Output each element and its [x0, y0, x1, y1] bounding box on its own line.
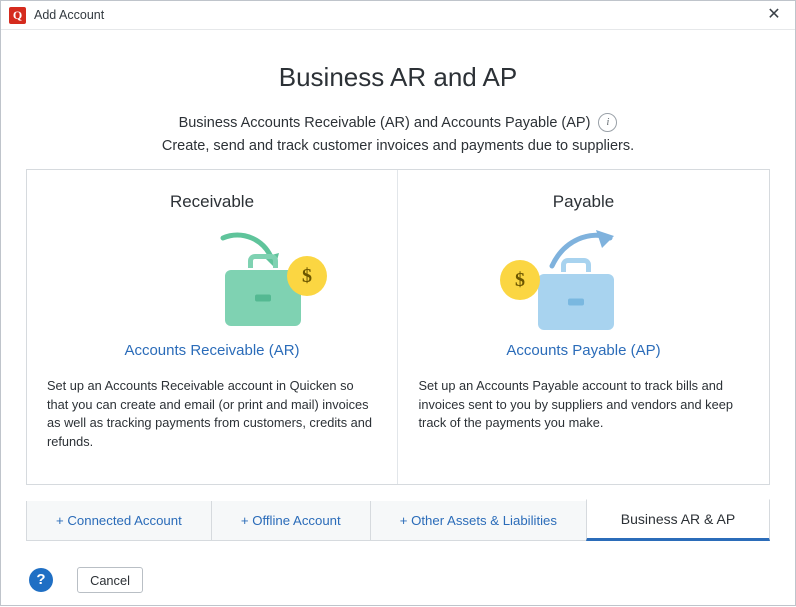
tab-business-ar-ap[interactable]: Business AR & AP — [586, 499, 770, 541]
close-icon[interactable]: ✕ — [767, 5, 781, 23]
subtitle-line-2: Create, send and track customer invoices and payments due to suppliers. — [161, 138, 635, 154]
briefcase-latch — [568, 299, 584, 306]
options-panel — [26, 169, 770, 485]
coin-icon: $ — [287, 256, 327, 296]
payable-heading: Payable — [552, 192, 615, 211]
quicken-logo-icon: Q — [9, 7, 26, 24]
receivable-description: Set up an Accounts Receivable account in Quicken so that you can create and email (or print and mail) invoices as well as tracking payments from customers, credits and refunds. — [47, 378, 373, 449]
tab-other-assets-liabilities[interactable]: + Other Assets & Liabilities — [370, 501, 587, 541]
subtitle-line-1 — [1, 113, 795, 132]
receivable-illustration — [47, 226, 377, 338]
coin-icon: $ — [500, 260, 540, 300]
tab-offline-account[interactable]: + Offline Account — [211, 501, 371, 541]
briefcase-handle — [561, 258, 591, 272]
briefcase-latch — [255, 295, 271, 302]
receivable-heading: Receivable — [169, 192, 255, 211]
title-bar — [1, 1, 795, 30]
payable-option[interactable] — [398, 170, 769, 484]
page-title: Business AR and AP — [278, 62, 518, 92]
accounts-payable-link[interactable]: Accounts Payable (AP) — [506, 342, 661, 359]
subtitle-line-1-text: Business Accounts Receivable (AR) and Accounts Payable (AP) — [178, 114, 591, 131]
accounts-receivable-link[interactable]: Accounts Receivable (AR) — [124, 342, 300, 359]
briefcase-handle — [248, 254, 278, 268]
briefcase-icon — [538, 274, 614, 330]
help-icon[interactable]: ? — [29, 568, 53, 592]
receivable-option[interactable] — [27, 170, 398, 484]
payable-description: Set up an Accounts Payable account to track bills and invoices sent to you by suppliers and vendors and keep track of the payments you make. — [418, 378, 733, 430]
window-title: Add Account — [34, 8, 105, 22]
info-icon[interactable]: i — [598, 113, 617, 132]
cancel-button[interactable]: Cancel — [77, 567, 143, 593]
account-type-tabs — [26, 501, 770, 541]
tab-connected-account[interactable]: + Connected Account — [26, 501, 212, 541]
payable-illustration — [418, 226, 749, 338]
dialog-footer — [1, 553, 796, 607]
